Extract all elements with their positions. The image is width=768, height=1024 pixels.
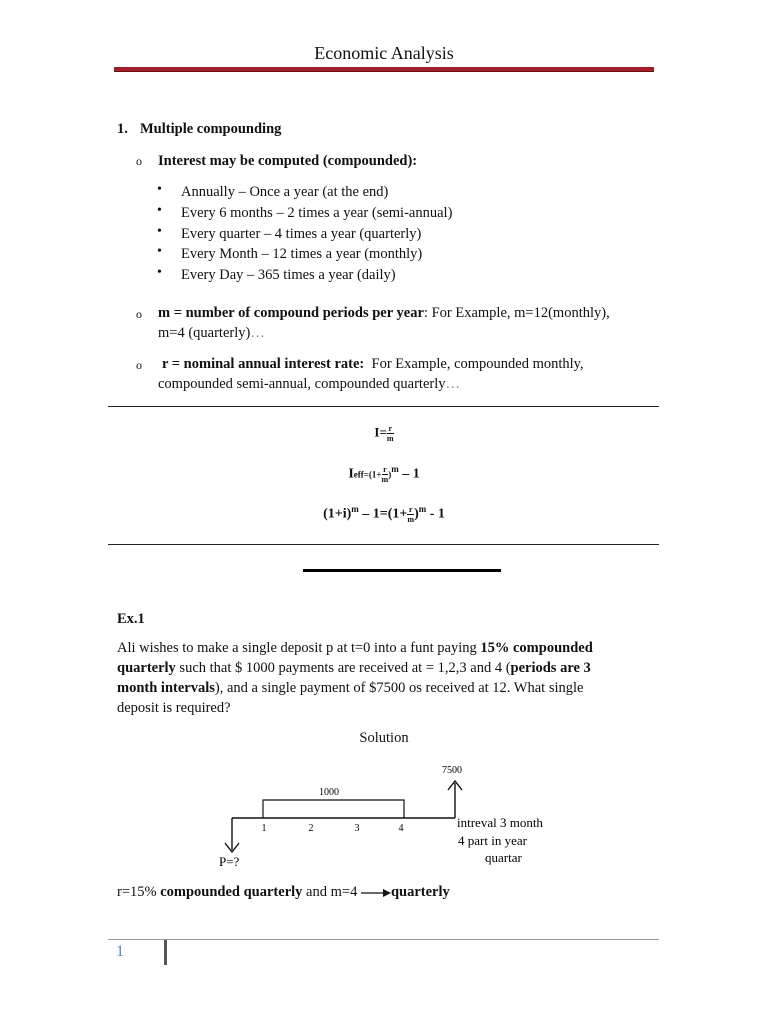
section-title: Multiple compounding [140, 121, 282, 137]
ellipsis: … [445, 376, 461, 392]
amount-1000: 1000 [319, 787, 339, 798]
formula-text: I [348, 466, 354, 482]
section-number: 1. [117, 121, 128, 137]
bullet-dot-icon: • [157, 182, 162, 197]
formula-bottom-rule [108, 544, 659, 545]
fraction [387, 424, 394, 443]
circle-bullet-icon: o [136, 154, 142, 168]
header-rule [114, 67, 654, 72]
quarter-note: quartar [485, 850, 522, 865]
right-arrow-icon [361, 888, 391, 898]
m-definition [158, 303, 658, 323]
r-definition [162, 354, 662, 374]
page-number: 1 [116, 943, 124, 960]
formula-subscript: eff=(1+ [353, 469, 382, 480]
m-definition-text: : For Example, m=12(monthly), [423, 305, 610, 321]
fraction-denominator: m [381, 474, 389, 484]
parts-note: 4 part in year [458, 833, 527, 848]
example-text: ), and a single payment of $7500 os received at 12. What single [214, 680, 584, 696]
example-line [117, 638, 657, 658]
tick-label: 3 [354, 823, 360, 834]
formula-text: ) [388, 469, 392, 480]
list-item: Annually – Once a year (at the end) [181, 184, 389, 200]
list-item: Every 6 months – 2 times a year (semi-annual) [181, 205, 453, 221]
example-emphasis: periods are 3 [510, 660, 591, 676]
page-header-title: Economic Analysis [314, 43, 454, 63]
tick-label: 2 [308, 823, 314, 834]
example-text: Ali wishes to make a single deposit p at t=0 into a funt paying [117, 640, 481, 656]
tick-label: 1 [261, 823, 267, 834]
bullet-dot-icon: • [157, 224, 162, 239]
interest-subheading: Interest may be computed (compounded): [158, 153, 418, 169]
formula-exponent: m [418, 504, 427, 514]
example-emphasis: quarterly [117, 660, 176, 676]
tick-label: 4 [398, 823, 404, 834]
formula-periodic-rate [0, 424, 768, 443]
example-label: Ex.1 [117, 611, 145, 627]
example-paragraph [117, 638, 657, 718]
example-line [117, 658, 657, 678]
r-definition-term: r = nominal annual interest rate: [162, 356, 365, 372]
fraction-denominator: m [407, 514, 415, 524]
ellipsis: … [250, 325, 265, 341]
footer-separator [164, 940, 167, 965]
summary-emphasis: compounded quarterly [160, 884, 303, 900]
bullet-dot-icon: • [157, 244, 162, 259]
formula-text: I= [374, 424, 387, 440]
list-item: Every Month – 12 times a year (monthly) [181, 246, 423, 262]
m-definition-line2-text: m=4 (quarterly) [158, 325, 251, 341]
summary-emphasis: quarterly [390, 884, 450, 900]
compounding-summary [117, 882, 450, 902]
formula-text: – 1=(1+ [362, 506, 408, 522]
footer-rule [108, 939, 659, 940]
fraction-denominator: m [386, 434, 394, 443]
circle-bullet-icon: o [136, 307, 142, 321]
formula-equivalence [0, 504, 768, 524]
circle-bullet-icon: o [136, 358, 142, 372]
example-emphasis: month intervals [117, 680, 215, 696]
bullet-dot-icon: • [157, 265, 162, 280]
example-line [117, 678, 657, 698]
m-definition-line2 [158, 323, 265, 343]
r-definition-text: For Example, compounded monthly, [371, 356, 584, 372]
annuity-bracket [263, 800, 404, 818]
example-emphasis: 15% compounded [480, 640, 593, 656]
example-line [117, 698, 657, 718]
r-definition-line2-text: compounded semi-annual, compounded quarterly [158, 376, 446, 392]
list-item: Every quarter – 4 times a year (quarterly) [181, 226, 422, 242]
formula-exponent: m [391, 464, 399, 474]
formula-effective-rate [0, 464, 768, 484]
formula-text: (1+i) [323, 506, 352, 522]
summary-text: r=15% [117, 884, 161, 900]
cash-flow-diagram [0, 755, 768, 875]
deposit-label: P=? [219, 854, 240, 869]
example-text: such that $ 1000 payments are received at = 1,2,3 and 4 ( [175, 660, 511, 676]
interval-note: intreval 3 month [457, 815, 543, 830]
section-divider [303, 569, 501, 572]
formula-text: – 1 [402, 466, 420, 482]
fraction-numerator: r [383, 464, 387, 474]
summary-text: and m=4 [302, 884, 361, 900]
amount-7500: 7500 [442, 765, 462, 776]
formula-text: - 1 [429, 506, 445, 522]
fraction-numerator: r [408, 504, 413, 514]
formula-text: ) [414, 506, 419, 522]
example-text: deposit is required? [117, 700, 231, 716]
solution-heading: Solution [359, 730, 409, 746]
list-item: Every Day – 365 times a year (daily) [181, 267, 396, 283]
formula-exponent: m [351, 504, 359, 514]
m-definition-term: m = number of compound periods per year [158, 305, 424, 321]
fraction-numerator: r [388, 424, 392, 433]
formula-top-rule [108, 406, 659, 407]
bullet-dot-icon: • [157, 203, 162, 218]
r-definition-line2 [158, 374, 460, 394]
